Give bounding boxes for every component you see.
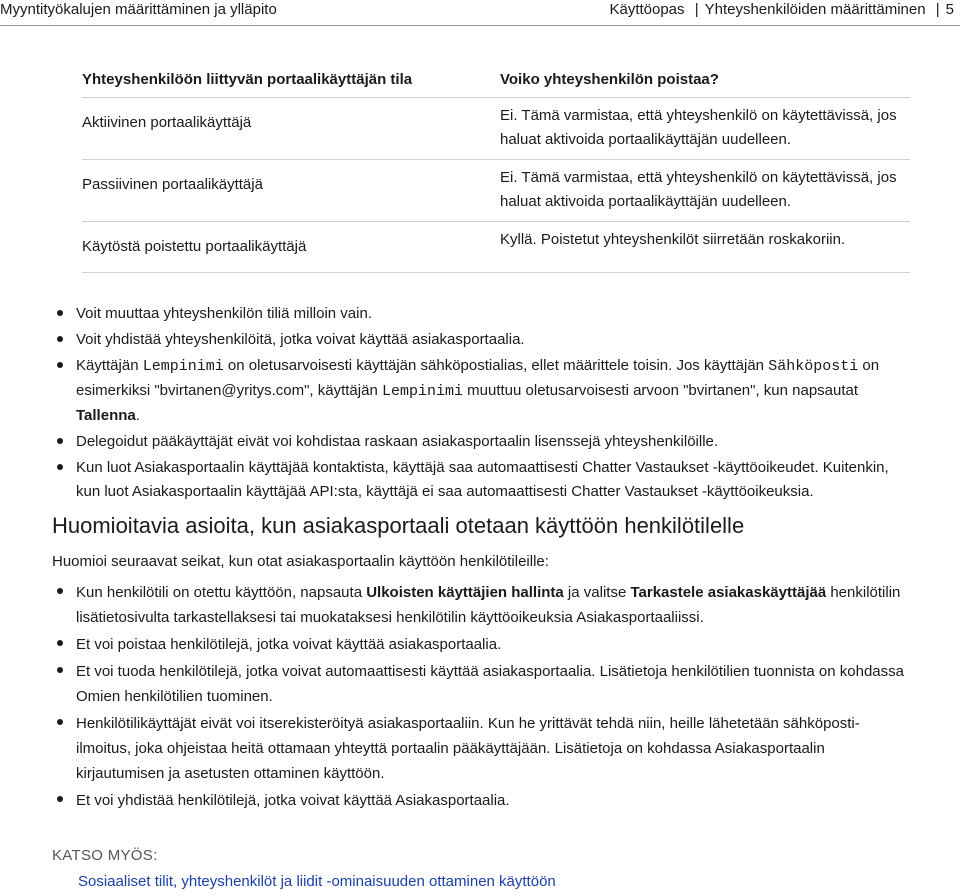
header-doc-title: Myyntityökalujen määrittäminen ja ylläpito (0, 1, 277, 18)
text-run: henkilötilin lisätietosivulta tarkastellaksesi tai muokataksesi henkilötilin käyttöoikeuksia Asiakasportaaliissi. (76, 584, 901, 626)
table-header-row (82, 64, 910, 98)
column-header-deletable: Voiko yhteyshenkilön poistaa? (500, 64, 910, 98)
bold-manage-external-users: Ulkoisten käyttäjien hallinta (366, 584, 564, 601)
cell-state: Passiivinen portaalikäyttäjä (82, 160, 500, 222)
table-row (82, 98, 910, 160)
page-number: 5 (945, 1, 954, 18)
table-row (82, 160, 910, 222)
list-item: Et voi tuoda henkilötilejä, jotka voivat automaattisesti käyttää asiakasportaalia. Lisätietoja henkilötilien tuonnista on kohdassa Omien henkilötilien tuominen. (52, 659, 914, 709)
list-item: Et voi yhdistää henkilötilejä, jotka voivat käyttää Asiakasportaalia. (52, 788, 914, 813)
list-item (52, 354, 914, 428)
header-section: Yhteyshenkilöiden määrittäminen (704, 1, 926, 18)
section-intro: Huomioi seuraavat seikat, kun otat asiakasportaalin käyttöön henkilötileille: (52, 553, 549, 570)
text-run: muuttuu oletusarvoisesti arvoon "bvirtanen", kun napsautat (462, 382, 859, 399)
text-run: on esimerkiksi "bvirtanen@yritys.com", käyttäjän (76, 357, 880, 399)
list-item: Henkilötilikäyttäjät eivät voi itserekisteröityä asiakasportaaliin. Kun he yrittävät tehdä niin, heille lähetetään sähköposti-ilmoitus, joka ohjeistaa heitä ottamaan yhteyttä portaalin pääkäyttäjään. Lisätietoja on kohdassa Asiakasportaalin kirjautumisen ja asetusten ottaminen käyttöön. (52, 711, 914, 786)
text-run: Käyttäjän (76, 357, 143, 374)
bold-save: Tallenna (76, 407, 136, 424)
considerations-list (52, 580, 914, 815)
bold-view-customer-user: Tarkastele asiakaskäyttäjää (630, 584, 827, 601)
text-run: . (135, 407, 140, 424)
list-item: Kun luot Asiakasportaalin käyttäjää kontaktista, käyttäjä saa automaattisesti Chatter Vastaukset -käyttöoikeudet. Kuitenkin, kun luot Asiakasportaalin käyttäjää API:sta, käyttäjä ei saa automaattisesti Chatter Vastaukset -käyttöoikeuksia. (52, 456, 914, 504)
cell-state: Käytöstä poistettu portaalikäyttäjä (82, 222, 500, 273)
list-item: Voit muuttaa yhteyshenkilön tiliä milloin vain. (52, 302, 914, 326)
see-also-label: KATSO MYÖS: (52, 847, 158, 864)
see-also-link[interactable]: Sosiaaliset tilit, yhteyshenkilöt ja liidit -ominaisuuden ottaminen käyttöön (78, 873, 556, 890)
page-header (0, 0, 960, 22)
header-rule (0, 25, 960, 26)
code-nickname: Lempinimi (381, 383, 463, 400)
text-run: ja valitse (563, 584, 631, 601)
header-separator: | (935, 1, 940, 18)
code-nickname: Lempinimi (142, 358, 224, 375)
cell-answer: Kyllä. Poistetut yhteyshenkilöt siirretään roskakoriin. (500, 222, 910, 273)
header-guide: Käyttöopas (609, 1, 685, 18)
table-row (82, 222, 910, 273)
text-run: Kun henkilötili on otettu käyttöön, napsauta (76, 584, 367, 601)
list-item (52, 580, 914, 630)
code-email: Sähköposti (768, 358, 859, 375)
list-item: Delegoidut pääkäyttäjät eivät voi kohdistaa raskaan asiakasportaalin lisenssejä yhteyshenkilöille. (52, 430, 914, 454)
header-separator: | (694, 1, 699, 18)
cell-answer: Ei. Tämä varmistaa, että yhteyshenkilö on käytettävissä, jos haluat aktivoida portaalikäyttäjän uudelleen. (500, 160, 910, 222)
section-heading: Huomioitavia asioita, kun asiakasportaali otetaan käyttöön henkilötilelle (52, 513, 745, 538)
column-header-state: Yhteyshenkilöön liittyvän portaalikäyttäjän tila (82, 64, 500, 98)
notes-list (52, 302, 914, 506)
portal-status-table (82, 64, 910, 273)
cell-state: Aktiivinen portaalikäyttäjä (82, 98, 500, 160)
text-run: on oletusarvoisesti käyttäjän sähköpostialias, ellet määrittele toisin. Jos käyttäjän (223, 357, 769, 374)
list-item: Voit yhdistää yhteyshenkilöitä, jotka voivat käyttää asiakasportaalia. (52, 328, 914, 352)
cell-answer: Ei. Tämä varmistaa, että yhteyshenkilö on käytettävissä, jos haluat aktivoida portaalikäyttäjän uudelleen. (500, 98, 910, 160)
list-item: Et voi poistaa henkilötilejä, jotka voivat käyttää asiakasportaalia. (52, 632, 914, 657)
header-breadcrumb (609, 1, 954, 18)
